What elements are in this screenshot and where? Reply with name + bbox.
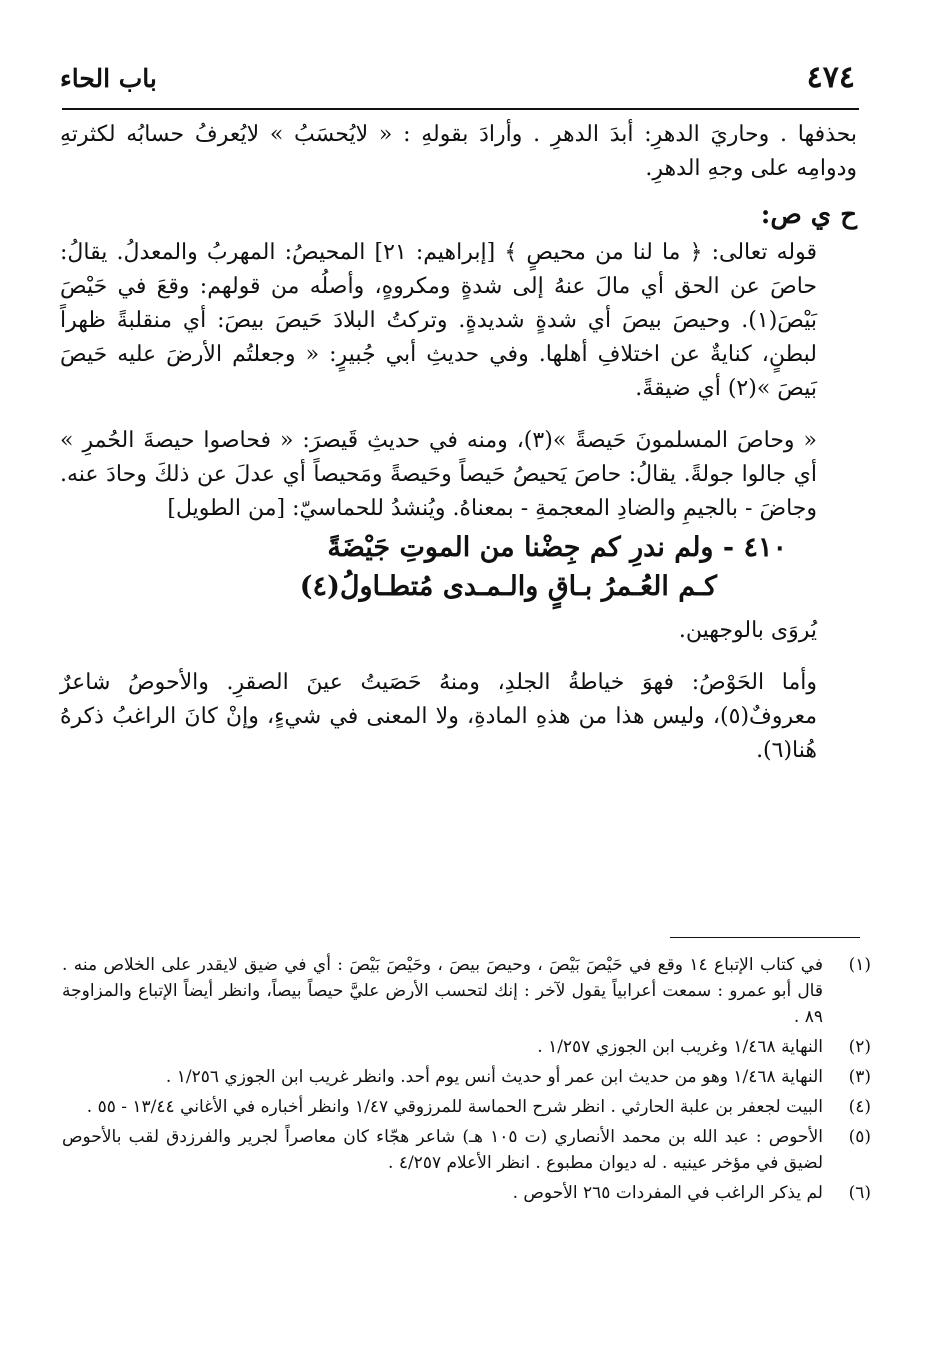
footnote	[62, 1034, 871, 1060]
page-number: ٤٧٤	[806, 60, 855, 95]
paragraph-1: بحذفها . وحاريَ الدهرِ: أبدَ الدهرِ . وأرادَ بقولهِ : « لايُحسَبُ » لايُعرفُ حسابُه لكثرتهِ ودوامِه على وجهِ الدهرِ.	[60, 122, 857, 181]
footnote-number: (٥)	[848, 1127, 871, 1147]
paragraph-3: « وحاصَ المسلمونَ حَيصةً »(٣)، ومنه في حديثِ قَيصرَ: « فحاصوا حيصةَ الحُمرِ » أي جالوا جولةً. يقالُ: حاصَ يَحيصُ حَيصاً وحَيصةً ومَحيصاً أي عدلَ عن ذلكَ وحادَ عنه. وجاضَ - بالجيمِ والضادِ المعجمةِ - بمعناهُ. ويُنشدُ للحماسيّ: [من الطويل]	[60, 428, 818, 521]
footnote	[62, 952, 871, 1030]
paragraph-2: قوله تعالى: ﴿ ما لنا من محيصٍ ﴾ [إبراهيم: ٢١] المحيصُ: المهربُ والمعدلُ. يقالُ: حاصَ عن الحق أي مالَ عنهُ إلى شدةٍ ومكروهٍ، وأصلُه من قولهم: وقعَ في حَيْصَ بَيْصَ(١). وحيصَ بيصَ أي شدةٍ شديدةٍ. وتركتُ البلادَ حَيصَ بيصَ: أي منقلبةً ظهراً لبطنٍ، كنايةٌ عن اختلافِ أهلها. وفي حديثِ أبي جُبيرٍ: « وجعلتُم الأرضَ عليه حَيصَ بَيصَ »(٢) أي ضيقةً.	[60, 240, 818, 401]
main-text	[60, 118, 857, 768]
footnotes	[62, 952, 871, 1210]
footnote-number: (٤)	[848, 1097, 871, 1117]
paragraph-4: يُروَى بالوجهين.	[678, 618, 817, 643]
footnote	[62, 1064, 871, 1090]
footnote-text: لم يذكر الراغب في المفردات ٢٦٥ الأحوص .	[512, 1183, 823, 1203]
verse-line-1: ٤١٠ - ولم ندرِ كم جِضْنا من الموتِ جَيْضَةً	[327, 532, 787, 563]
footnote-number: (٢)	[848, 1037, 871, 1057]
footnote	[62, 1094, 871, 1120]
paragraph-5: وأما الحَوْصُ: فهوَ خياطةُ الجلدِ، ومنهُ حَصَيتُ عينَ الصقرِ. والأحوصُ شاعرٌ معروفٌ(٥)، وليس هذا من هذهِ المادةِ، ولا المعنى في شيءٍ، وإنْ كانَ الراغبُ ذكرهُ هُنا(٦).	[60, 670, 817, 763]
chapter-title: باب الحاء	[60, 64, 157, 93]
entry-heading: ح ي ص:	[760, 200, 857, 230]
footnote	[62, 1124, 871, 1176]
footnote-text: الأحوص : عبد الله بن محمد الأنصاري (ت ١٠٥ هـ) شاعر هجّاء كان معاصراً لجرير والفرزدق لقب بالأحوص لضيق في مؤخر عينيه . له ديوان مطبوع . انظر الأعلام ٤/٢٥٧ .	[62, 1127, 823, 1173]
footnote-divider	[670, 937, 860, 938]
footnote-number: (٣)	[848, 1067, 871, 1087]
header-divider	[62, 108, 859, 110]
footnote-number: (٦)	[848, 1183, 871, 1203]
footnote-text: النهاية ١/٤٦٨ وهو من حديث ابن عمر أو حديث أنس يوم أحد. وانظر غريب ابن الجوزي ١/٢٥٦ .	[165, 1067, 823, 1087]
footnote-text: البيت لجعفر بن علبة الحارثي . انظر شرح الحماسة للمرزوقي ١/٤٧ وانظر أخباره في الأغاني ١٣/٤٤ - ٥٥ .	[86, 1097, 823, 1117]
footnote-text: في كتاب الإتباع ١٤ وقع في حَيْصَ بَيْصَ ، وحيصَ بيصَ ، وحَيْصَ بَيْصَ : أي في ضيق لايقدر على الخلاص منه . قال أبو عمرو : سمعت أعرابياً يقول لآخر : إنك لتحسب الأرض عليَّ حيصاً بيصاً، وانظر أيضاً الإتباع والمزاوجة ٨٩ .	[62, 955, 823, 1027]
footnote-number: (١)	[848, 955, 871, 975]
footnote-text: النهاية ١/٤٦٨ وغريب ابن الجوزي ١/٢٥٧ .	[537, 1037, 823, 1057]
verse-line-2: كـم العُـمرُ بـاقٍ والـمـدى مُتطـاولُ(٤)	[299, 571, 717, 602]
page-header	[60, 58, 855, 108]
footnote	[62, 1180, 871, 1206]
